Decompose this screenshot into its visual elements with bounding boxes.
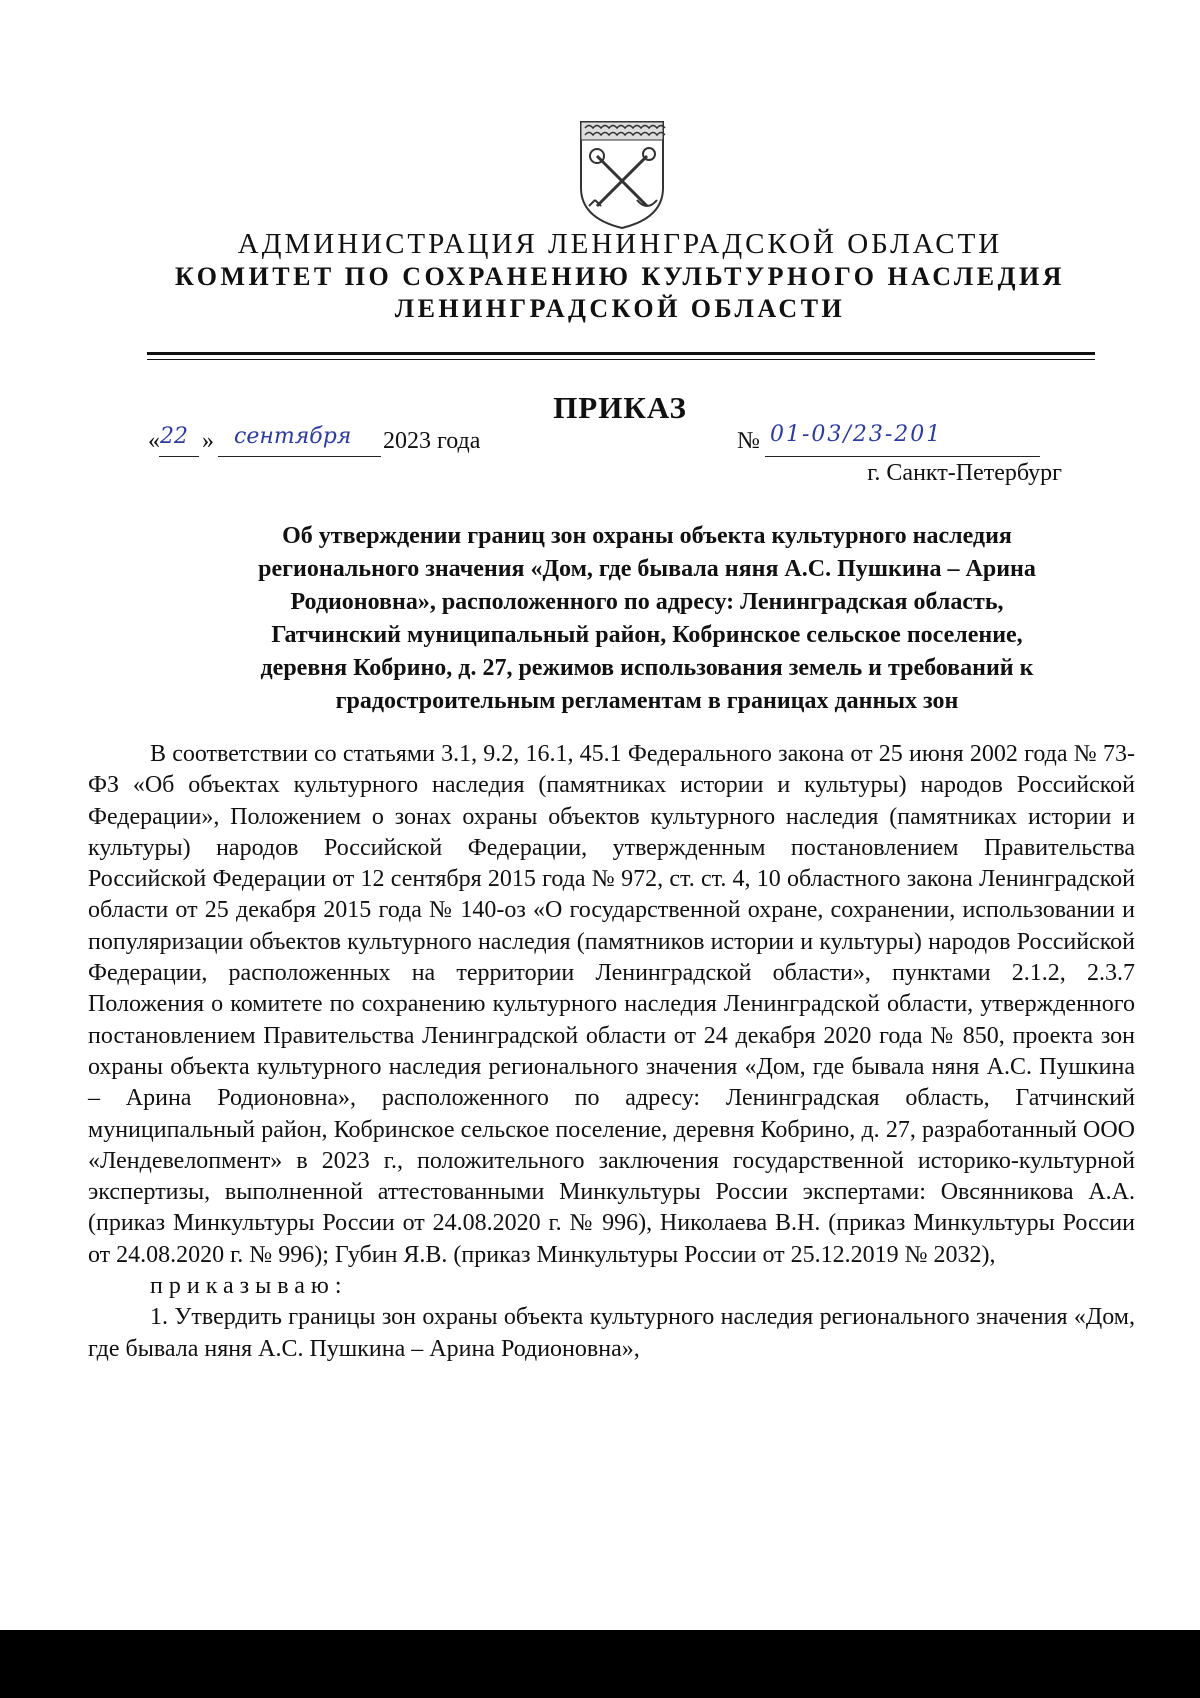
title-line: Об утверждении границ зон охраны объекта культурного наследия [282, 523, 1012, 549]
header-rule-thin [147, 359, 1095, 360]
committee-name: КОМИТЕТ ПО СОХРАНЕНИЮ КУЛЬТУРНОГО НАСЛЕДИЯ [175, 262, 1065, 291]
preamble-paragraph: В соответствии со статьями 3.1, 9.2, 16.1, 45.1 Федерального закона от 25 июня 2002 года № 73-ФЗ «Об объектах культурного наследия (памятниках истории и культуры) народов Российской Федерации», Положением о зонах охраны объектов культурного наследия (памятниках истории и культуры) народов Российской Федерации, утвержденным постановлением Правительства Российской Федерации от 12 сентября 2015 года № 972, ст. ст. 4, 10 областного закона Ленинградской области от 25 декабря 2015 года № 140-оз «О государственной охране, сохранении, использовании и популяризации объектов культурного наследия (памятников истории и культуры) народов Российской Федерации, расположенных на территории Ленинградской области», пунктами 2.1.2, 2.3.7 Положения о комитете по сохранению культурного наследия Ленинградской области, утвержденного постановлением Правительства Ленинградской области от 24 декабря 2020 года № 850, проекта зон охраны объекта культурного наследия регионального значения «Дом, где бывала няня А.С. Пушкина – Арина Родионовна», расположенного по адресу: Ленинградская область, Гатчинский муниципальный район, Кобринское сельское поселение, деревня Кобрино, д. 27, разработанный ООО «Лендевелопмент» в 2023 г., положительного заключения государственной историко-культурной экспертизы, выполненной аттестованными Минкультуры России экспертами: Овсянникова А.А. (приказ Минкультуры России от 24.08.2020 г. № 996), Николаева В.Н. (приказ Минкультуры России от 24.08.2020 г. № 996); Губин Я.В. (приказ Минкультуры России от 25.12.2019 № 2032), [88, 741, 1135, 1268]
region-name: ЛЕНИНГРАДСКОЙ ОБЛАСТИ [394, 294, 846, 323]
order-word: приказываю: [150, 1273, 348, 1300]
order-number-sign: № [737, 428, 760, 454]
date-month-handwritten: сентября [234, 424, 352, 449]
administration-name: АДМИНИСТРАЦИЯ ЛЕНИНГРАДСКОЙ ОБЛАСТИ [237, 228, 1003, 260]
date-day-handwritten: 22 [160, 424, 188, 449]
document-type-heading: ПРИКАЗ [553, 390, 687, 425]
document-title [172, 520, 1122, 718]
order-number-handwritten: 01-03/23-201 [770, 422, 943, 447]
title-line: деревня Кобрино, д. 27, режимов использования земель и требований к [260, 655, 1034, 681]
date-day-underline [159, 456, 199, 457]
document-body [88, 739, 1135, 1365]
date-month-underline [218, 456, 381, 457]
title-line: градостроительным регламентам в границах данных зон [335, 688, 959, 714]
title-line: регионального значения «Дом, где бывала няня А.С. Пушкина – Арина [258, 556, 1036, 582]
city-name: г. Санкт-Петербург [867, 460, 1062, 486]
title-line: Гатчинский муниципальный район, Кобринское сельское поселение, [271, 622, 1023, 648]
header-rule-thick [147, 352, 1095, 355]
date-quote-close: » [202, 428, 214, 454]
date-year: 2023 года [383, 428, 481, 454]
date-quote-open: « [148, 428, 160, 454]
order-number-underline [765, 456, 1040, 457]
title-line: Родионовна», расположенного по адресу: Ленинградская область, [290, 589, 1004, 615]
coat-of-arms-emblem [575, 118, 669, 230]
item-1-paragraph: 1. Утвердить границы зон охраны объекта культурного наследия регионального значения «Дом, где бывала няня А.С. Пушкина – Арина Родионовна», [88, 1304, 1135, 1362]
